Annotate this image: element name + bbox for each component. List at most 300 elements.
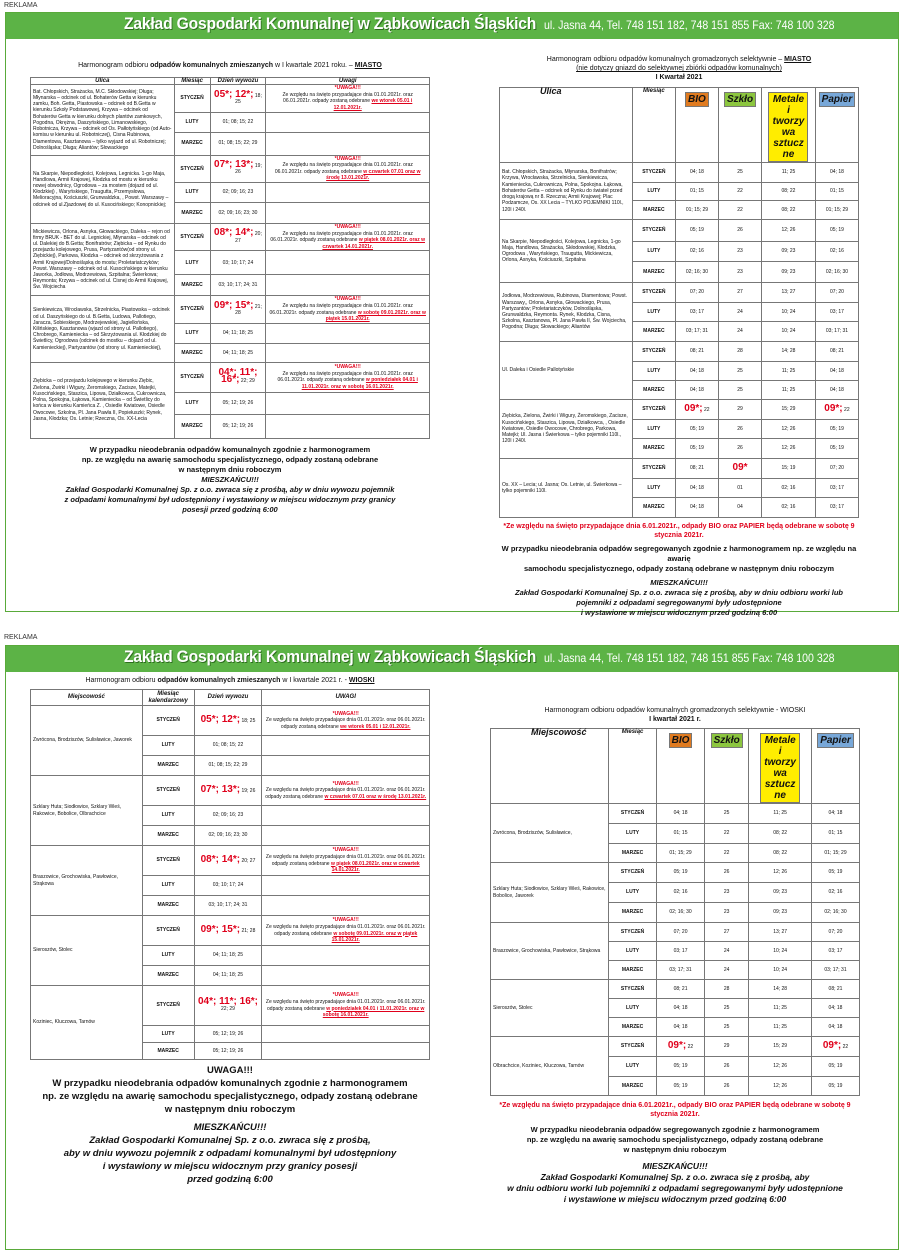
remarks — [262, 706, 430, 736]
mixed-schedule-table — [30, 689, 430, 1060]
pickup-days: 24 — [705, 961, 749, 980]
street-list: Ziębicka, Zielona, Żwirki i Wigury, Żeromskiego, Zacisze, Kusocińskiego, Staszica, Lipowa, Działkowca, , Osiedle Kwiatowe, Osiedle Owocowe, Chrobrego, Parkowa, Matejki; Ul. Jasna i Świerkowa – tylko pojemniki 110l., 120l i 240l. — [500, 400, 633, 459]
remarks — [262, 1043, 430, 1060]
column-header — [491, 729, 609, 804]
warning-label: *UWAGA!!! — [332, 992, 359, 999]
regular-days: 04; 11; 18; 25 — [212, 952, 244, 959]
table-row — [31, 296, 430, 323]
month-cell: LUTY — [142, 806, 194, 826]
pickup-days: 23 — [718, 262, 761, 283]
street-list: Sieroszów, Stolec — [31, 916, 143, 986]
footer-line: MIESZKAŃCU!!! — [201, 474, 259, 484]
holiday-note: *Ze względu na święto przypadające dnia 6.01.2021r., odpady BIO oraz PAPIER będą odebrane w sobotę 9 stycznia 2021r. — [503, 523, 855, 539]
pickup-days: 01; 15 — [815, 183, 858, 201]
street-list: Mickiewicza, Orlona, Asnyka, Głowackiego, Daleka – rejon od firmy BRUK - BET do ul. Legnickiej, Młynarska – odcinek od ul. Dalekiej do B.Getta; Bonifratrów; Ziębicka – od Rynku do przejazdu kolejowego, Prusa, Partyzantów(od strony ul. Ziębickiej), Parkowa, Kłodzka – odcinek od skrzyżowania z Armii Krajowej/Dolnośląską do mostu; Proletariatczyków; Powst. Warszawy – odcinek od ul. Kusocińskiego w kierunku Jaworka, Jodłowa, Modrzewiowa, Szpitalna; Świerkowa; Reymonta; Krzywa – odcinek od ul. Cisnej do Armii Krajowej, Św. Wojciecha — [31, 223, 175, 295]
pickup-days: 15; 29 — [749, 1037, 812, 1057]
pickup-days: 03; 17 — [675, 303, 718, 322]
pickup-days — [194, 916, 262, 946]
pickup-days — [194, 1026, 262, 1043]
pickup-days: 03; 17 — [815, 479, 858, 498]
pickup-days: 10; 24 — [749, 961, 812, 980]
table-row — [500, 459, 859, 479]
remarks — [262, 736, 430, 756]
footer-line: i wystawione w miejscu widocznym przed godziną 6:00 — [563, 1194, 787, 1204]
remark-date: w czwartek 07.01 oraz w środę 13.01.2021r. — [324, 793, 427, 800]
pickup-days: 11; 25 — [749, 1018, 812, 1037]
street-list: Bat. Chłopskich, Strażacka, M.C. Skłodowskiej; Długa; Młynarska – odcinek od ul. Bohaterów Getta w kierunku zamku, Boh. Getta, Piastowska – odcinek od B.Getta w kierunku Szkoły Podstawowej, Krzywa – odcinek od Bohaterów Getta w kierunku dolnych plantów zamkowych, Pogodna, Okrężna, Daszyńskiego, Limanowskiego, Robotnicza, Krzywa – odcinek od Os. Pałłotyńskiego (od Auto-komisu w kierunku ul. Robotniczej), Cisna Rubinowa, Diamentowa, Kasztanowa – tylko wyjazd od ul. Robotniczej; Dolnośląska; Długa; Aliantów; Słowackiego — [31, 85, 175, 155]
month-cell: LUTY — [632, 303, 675, 322]
schedule-title: Harmonogram odbioru odpadów komunalnych zmieszanych w I kwartale 2021 r. - WIOSKI — [85, 677, 375, 684]
pickup-days: 04; 18 — [812, 999, 860, 1018]
column-header — [174, 78, 210, 85]
pickup-days: 08; 21 — [657, 980, 705, 999]
selective-villages-section — [490, 706, 860, 1246]
footer-line: W przypadku nieodebrania odpadów segregowanych zgodnie z harmonogramem — [530, 1125, 820, 1134]
category-bio: BIO — [685, 92, 709, 107]
footer-line: Zakład Gospodarki Komunalnej Sp. z o.o. zwraca się z prośbą, aby — [540, 1172, 810, 1182]
month-cell: MARZEC — [174, 343, 210, 362]
pickup-days: 03; 17 — [657, 942, 705, 961]
remark-text: Ze względu na święto przypadające dnia 01.01.2021r. oraz 06.01.2021r. odpady zostaną odebrane — [265, 787, 426, 800]
pickup-days — [194, 736, 262, 756]
month-cell: LUTY — [609, 1057, 657, 1077]
month-cell: MARZEC — [174, 414, 210, 438]
month-cell: STYCZEŃ — [142, 986, 194, 1026]
street-list: Olbrachcice, Koziniec, Kluczowa, Tarnów — [491, 1037, 609, 1096]
column-header — [749, 729, 812, 804]
company-banner — [6, 646, 898, 672]
footer-line: samochodu specjalistycznego, odpady zostaną odebrane w następnym dniu roboczym — [523, 564, 835, 573]
pickup-days: 22 — [718, 183, 761, 201]
table-row — [500, 283, 859, 303]
pickup-days: 01; 15; 29 — [812, 844, 860, 863]
pickup-days — [210, 343, 266, 362]
month-cell: LUTY — [632, 183, 675, 201]
month-cell: STYCZEŃ — [632, 163, 675, 183]
column-header — [194, 690, 262, 706]
footer-line: MIESZKAŃCU!!! — [642, 1161, 708, 1171]
ad-villages — [5, 645, 899, 1250]
column-header — [142, 690, 194, 706]
month-cell: STYCZEŃ — [632, 342, 675, 362]
remark-date: w poniedziałek 04.01 i 11.01.2021r. oraz w sobotę 16.01.2021r. — [322, 1005, 425, 1019]
table-row — [491, 923, 860, 942]
company-address: ul. Jasna 44, Tel. 748 151 182, 748 151 855 Fax: 748 100 328 — [544, 18, 835, 32]
company-address: ul. Jasna 44, Tel. 748 151 182, 748 151 855 Fax: 748 100 328 — [544, 651, 835, 665]
footer-line: pojemniki z odpadami segregowanymi były udostępnione — [576, 598, 782, 607]
pickup-days: 26 — [705, 863, 749, 883]
pickup-days — [194, 876, 262, 896]
remark-text: Ze względu na święto przypadające dnia 01.01.2021r. oraz 06.01.2021r. odpady zostaną odebrane — [282, 91, 413, 105]
column-header — [815, 88, 858, 163]
pickup-days: 10; 24 — [762, 303, 816, 322]
regular-days: 21; 28 — [235, 303, 262, 317]
pickup-days: 26 — [718, 439, 761, 459]
regular-days: 02; 09; 16; 23 — [212, 812, 244, 819]
pickup-days: 05; 19 — [812, 863, 860, 883]
month-cell: STYCZEŃ — [142, 846, 194, 876]
column-header — [632, 88, 675, 163]
selective-schedule-table — [499, 87, 859, 518]
month-cell: STYCZEŃ — [632, 283, 675, 303]
remarks — [266, 392, 430, 414]
regular-days: 01; 08; 15; 22; 29 — [218, 140, 258, 147]
pickup-days: 11; 25 — [762, 381, 816, 400]
table-row — [31, 85, 430, 112]
pickup-days: 04; 18 — [812, 1018, 860, 1037]
pickup-days — [194, 946, 262, 966]
table-row — [31, 986, 430, 1026]
pickup-days: 05; 19 — [812, 1077, 860, 1096]
regular-days: 21; 28 — [240, 927, 256, 934]
street-list: Sieroszów, Stolec — [491, 980, 609, 1037]
regular-days: 02; 09; 16; 23 — [222, 189, 254, 196]
pickup-days: 24 — [718, 322, 761, 342]
pickup-days: 22 — [718, 201, 761, 220]
pickup-days: 01; 15 — [812, 824, 860, 844]
pickup-days: 07; 20 — [815, 283, 858, 303]
category-szk: Szkło — [724, 92, 756, 107]
pickup-days: 05; 19 — [657, 1077, 705, 1096]
header-label: Miesiąc — [643, 88, 665, 94]
footer-line: W przypadku nieodebrania odpadów komunalnych zgodnie z harmonogramem — [52, 1078, 408, 1089]
pickup-days — [210, 85, 266, 112]
company-name: Zakład Gospodarki Komunalnej w Ząbkowicach Śląskich — [124, 14, 537, 33]
footer-line: np. ze względu na awarię samochodu specjalistycznego, odpady zostaną odebrane — [42, 1091, 418, 1102]
remarks — [266, 251, 430, 275]
remark-date: w piątek 08.01.2021r. oraz w czwartek 14.01.2021r. — [330, 860, 420, 874]
warning-label: *UWAGA!!! — [334, 155, 361, 162]
footer-line: Zakład Gospodarki Komunalnej Sp. z o.o. zwraca się z prośbą, aby w dniu odbioru worki lub — [515, 588, 843, 597]
regular-days: 02; 09; 16; 23; 30 — [218, 209, 258, 216]
regular-days: 02; 09; 16; 23; 30 — [208, 832, 248, 839]
street-list: Zwrócona, Brodziszów, Sulisławice, Jaworek — [31, 706, 143, 776]
shifted-days: 09*; — [684, 402, 703, 414]
pickup-days: 27 — [718, 283, 761, 303]
month-cell: MARZEC — [632, 381, 675, 400]
warning-label: *UWAGA!!! — [332, 710, 359, 717]
month-cell: MARZEC — [609, 1077, 657, 1096]
footer-line: np. ze względu na awarię samochodu specjalistycznego, odpady zostaną odebrane — [81, 454, 379, 464]
pickup-days: 04; 18 — [815, 381, 858, 400]
remark-date: we wtorek 05.01 i 12.01.2021r. — [333, 98, 413, 111]
pickup-days: 13; 27 — [762, 283, 816, 303]
month-cell: MARZEC — [609, 903, 657, 923]
pickup-days: 09; 23 — [762, 262, 816, 283]
pickup-days: 07; 20 — [812, 923, 860, 942]
pickup-days: 11; 25 — [749, 804, 812, 824]
pickup-days: 05; 19 — [675, 220, 718, 242]
street-list: Braszowice, Grochowiska, Pawłowice, Strąkowa — [491, 923, 609, 980]
regular-days: 03; 10; 17; 24; 31 — [208, 902, 248, 909]
pickup-days: 25 — [718, 381, 761, 400]
regular-days: 22; 29 — [221, 1006, 235, 1012]
pickup-days: 05; 19 — [675, 420, 718, 439]
pickup-days — [194, 846, 262, 876]
shifted-days: 05*; 12*; — [214, 88, 254, 100]
regular-days: 20; 27 — [240, 857, 256, 864]
pickup-days: 23 — [718, 242, 761, 262]
footer-line: z odpadami komunalnymi był udostępniony i wystawiony w miejscu widocznym przy granicy — [64, 494, 396, 504]
pickup-days: 05; 19 — [815, 220, 858, 242]
footer-appeal — [30, 475, 430, 515]
pickup-days: 05; 19 — [657, 1057, 705, 1077]
pickup-days — [210, 223, 266, 250]
pickup-days: 04; 18 — [812, 804, 860, 824]
warning-label: *UWAGA!!! — [332, 917, 359, 924]
footer-line: W przypadku nieodebrania odpadów segregowanych zgodnie z harmonogramem np. ze względu na awarię — [501, 544, 857, 563]
regular-days: 22; 29 — [239, 378, 255, 385]
month-cell: MARZEC — [609, 844, 657, 863]
pickup-days: 01; 15; 29 — [657, 844, 705, 863]
shifted-days: 08*; 14*; — [214, 227, 254, 239]
regular-days: 05; 12; 19; 26 — [222, 400, 254, 407]
pickup-days: 02; 16 — [815, 242, 858, 262]
ad-label: REKLAMA — [4, 634, 38, 641]
footer-appeal — [30, 1121, 430, 1186]
street-list: Na Skarpie, Niepodległości, Kolejowa, Legnicka. 1-go Maja, Handlowa, Armii Krajowej, Kłodzka od mostu w kierunku nowej obwodnicy, Ogrodowa – za mostem (dojazd od ul. Kłodzkiej) , Waryńskiego, Traugutta, Przemysłowa, Melioracyjna, Kościuszki, Grunwaldzka, , Powst. Warszawy – odcinek od ul.Zjazdowej do ul. Kusocińskiego; Konopnickiej; — [31, 155, 175, 223]
shifted-days: 09*; — [824, 402, 843, 414]
selective-city-section — [499, 55, 859, 617]
pickup-days: 24 — [718, 303, 761, 322]
remarks — [266, 202, 430, 223]
month-cell: STYCZEŃ — [174, 85, 210, 112]
month-cell: MARZEC — [174, 275, 210, 296]
month-cell: LUTY — [632, 479, 675, 498]
footer-notice — [30, 445, 430, 475]
mixed-villages-section — [30, 676, 430, 1248]
pickup-days: 04; 18 — [675, 163, 718, 183]
column-header — [31, 690, 143, 706]
pickup-days: 04; 18 — [675, 362, 718, 381]
header-label: Miejscowość — [67, 694, 105, 701]
remark-text: Ze względu na święto przypadające dnia 01.01.2021r. oraz 06.01.2021r. odpady zostaną odebrane — [265, 717, 426, 730]
month-cell: LUTY — [142, 946, 194, 966]
pickup-days: 09; 23 — [749, 883, 812, 903]
street-list: Na Skarpie, Niepodległości, Kolejowa, Legnicka, 1-go Maja, Handlowa, Strażacka, Skłodowskiej, Kłodzka, Ogrodowa , Waryńskiego, Traugutta, Mickiewicza, Orlona, Asnyka, Kościuszki, Szpitalna — [500, 220, 633, 283]
remarks — [262, 876, 430, 896]
street-list: Zwrócona, Brodziszów, Sulisławice, — [491, 804, 609, 863]
pickup-days — [718, 459, 761, 479]
footer-line: aby w dniu wywozu pojemnik z odpadami komunalnymi był udostępniony — [63, 1148, 397, 1159]
pickup-days — [194, 966, 262, 986]
pickup-days: 08; 22 — [762, 183, 816, 201]
regular-days: 01; 08; 15; 22 — [212, 742, 244, 749]
regular-days: 03; 10; 17; 24; 31 — [218, 282, 258, 289]
header-label: Miejscowość — [531, 727, 587, 737]
month-cell: MARZEC — [142, 826, 194, 846]
pickup-days: 05; 19 — [815, 439, 858, 459]
header-label: Miesiąc — [621, 729, 644, 735]
table-row — [31, 776, 430, 806]
regular-days: 01; 08; 15; 22; 29 — [208, 762, 248, 769]
table-row — [31, 846, 430, 876]
shifted-days: 07*; 13*; — [200, 783, 241, 795]
pickup-days: 07; 20 — [815, 459, 858, 479]
warning-label: *UWAGA!!! — [334, 223, 361, 230]
month-cell: STYCZEŃ — [174, 362, 210, 392]
mixed-schedule-table — [30, 77, 430, 439]
ad-city — [5, 12, 899, 617]
month-cell: LUTY — [632, 242, 675, 262]
street-list: Sienkiewicza, Wrocławska, Strzelnicka, Piastowska – odcinek od ul. Daszyńskiego do ul. B.Getta, Ludowa, Pallotiego, Jaracza, Sobieskiego, Modrzejewskiej, Jagiellońska, Kilińskiego, Kasztanowa (wjazd od strony ul. Pallotiego), Chrobrego, Kamieniecka – od Skrzyżowania ul. Kłodzkiej do Świetlicy, Ogrodowa (odcinek do mostku – dojazd od ul. Kamienieckiej), Partyzantów (od strony ul. Kamienieckiej), — [31, 296, 175, 362]
pickup-days — [210, 362, 266, 392]
pickup-days: 04; 18 — [657, 804, 705, 824]
pickup-days — [210, 251, 266, 275]
regular-days: 04; 11; 18; 25 — [222, 349, 254, 356]
pickup-days — [210, 392, 266, 414]
schedule-quarter: I kwartał 2021 r. — [649, 716, 701, 723]
schedule-subtitle: (nie dotyczy gniazd do selektywnej zbiórki odpadów komunalnych) — [576, 65, 782, 72]
pickup-days: 11; 25 — [749, 999, 812, 1018]
month-cell: STYCZEŃ — [609, 1037, 657, 1057]
pickup-days: 09*; 22 — [675, 400, 718, 420]
warning-label: *UWAGA!!! — [334, 85, 361, 92]
pickup-days: 05; 19 — [657, 863, 705, 883]
pickup-days: 08; 22 — [749, 824, 812, 844]
remarks — [262, 896, 430, 916]
month-cell: LUTY — [142, 1026, 194, 1043]
pickup-days: 01 — [718, 479, 761, 498]
regular-days: 05; 12; 19; 26 — [222, 423, 254, 430]
month-cell: STYCZEŃ — [609, 923, 657, 942]
month-cell: LUTY — [609, 824, 657, 844]
month-cell: LUTY — [174, 251, 210, 275]
pickup-days: 27 — [705, 923, 749, 942]
pickup-days: 08; 21 — [675, 342, 718, 362]
schedule-title: Harmonogram odbioru odpadów komunalnych gromadzonych selektywnie – MIASTO — [546, 56, 812, 63]
regular-days: 03; 10; 17; 24 — [212, 882, 244, 889]
month-cell: LUTY — [632, 362, 675, 381]
company-banner — [6, 13, 898, 39]
column-header — [31, 78, 175, 85]
column-header — [718, 88, 761, 163]
pickup-days — [210, 275, 266, 296]
shifted-days: 04*; 11*; 16*; — [218, 367, 258, 386]
pickup-days: 10; 24 — [749, 942, 812, 961]
pickup-days — [210, 202, 266, 223]
pickup-days: 05; 19 — [675, 439, 718, 459]
remarks — [266, 132, 430, 155]
month-cell: STYCZEŃ — [609, 980, 657, 999]
table-row — [31, 706, 430, 736]
column-header — [812, 729, 860, 804]
footer-line: i wystawiony w miejscu widocznym przy granicy posesji — [102, 1161, 358, 1172]
remarks — [262, 1026, 430, 1043]
category-met: Metale i tworzywa sztuczne — [768, 92, 808, 162]
month-cell: MARZEC — [609, 1018, 657, 1037]
pickup-days: 02; 16 — [762, 479, 816, 498]
regular-days: 18; 25 — [240, 717, 256, 724]
pickup-days: 08; 21 — [812, 980, 860, 999]
remark-text: Ze względu na święto przypadające dnia 01.01.2021r. oraz 06.01.2021r. odpady zostaną odebrane — [269, 302, 413, 316]
table-row — [491, 1037, 860, 1057]
column-header — [675, 88, 718, 163]
pickup-days: 03; 17; 31 — [812, 961, 860, 980]
pickup-days: 05; 19 — [815, 420, 858, 439]
pickup-days — [194, 986, 262, 1026]
header-label: Uwagi — [338, 78, 357, 84]
remarks — [262, 966, 430, 986]
footer-notice — [490, 1125, 860, 1155]
pickup-days: 03; 17 — [812, 942, 860, 961]
month-cell: MARZEC — [142, 896, 194, 916]
regular-days: 03; 10; 17; 24 — [222, 259, 254, 266]
shifted-days: 09*; — [667, 1039, 687, 1051]
month-cell: LUTY — [142, 736, 194, 756]
shifted-days: 07*; 13*; — [214, 159, 254, 171]
pickup-days: 09; 23 — [762, 242, 816, 262]
pickup-days: 28 — [718, 342, 761, 362]
remarks — [262, 946, 430, 966]
table-row — [31, 155, 430, 182]
remark-text: Ze względu na święto przypadające dnia 01.01.2021r. oraz 06.01.2021r. odpady zostaną odebrane — [265, 853, 426, 867]
month-cell: LUTY — [174, 182, 210, 202]
pickup-days — [194, 826, 262, 846]
pickup-days — [210, 414, 266, 438]
pickup-days: 25 — [718, 163, 761, 183]
column-header — [762, 88, 816, 163]
warning-label: *UWAGA!!! — [334, 364, 361, 371]
month-cell: MARZEC — [142, 1043, 194, 1060]
regular-days: 05; 12; 19; 26 — [212, 1030, 244, 1037]
month-cell: STYCZEŃ — [632, 220, 675, 242]
remark-date: w piątek 08.01.2021r. oraz w czwartek 14.01.2021r. — [322, 237, 425, 250]
month-cell: MARZEC — [632, 498, 675, 518]
pickup-days: 15; 19 — [762, 459, 816, 479]
header-label: Miesiąc kalendarzowy — [148, 691, 188, 704]
pickup-days: 04; 18 — [675, 498, 718, 518]
pickup-days: 26 — [705, 1077, 749, 1096]
pickup-days: 23 — [705, 903, 749, 923]
month-cell: MARZEC — [142, 756, 194, 776]
table-row — [491, 863, 860, 883]
pickup-days: 01; 15; 29 — [815, 201, 858, 220]
table-row — [491, 804, 860, 824]
pickup-days: 25 — [718, 362, 761, 381]
month-cell: MARZEC — [174, 132, 210, 155]
month-cell: STYCZEŃ — [142, 916, 194, 946]
pickup-days: 02; 16 — [762, 498, 816, 518]
month-cell: STYCZEŃ — [632, 459, 675, 479]
remarks — [266, 323, 430, 343]
pickup-days: 02; 16 — [675, 242, 718, 262]
month-cell: STYCZEŃ — [174, 223, 210, 250]
column-header — [609, 729, 657, 804]
pickup-days: 26 — [718, 420, 761, 439]
pickup-days — [194, 1043, 262, 1060]
column-header — [705, 729, 749, 804]
remarks — [266, 296, 430, 323]
remarks — [262, 826, 430, 846]
pickup-days: 04; 18 — [815, 362, 858, 381]
footer-line: w następnym dniu roboczym — [164, 1104, 296, 1115]
footer-line: Zakład Gospodarki Komunalnej Sp. z o.o. zwraca się z prośbą, — [89, 1135, 371, 1146]
remarks — [266, 343, 430, 362]
table-row — [500, 220, 859, 242]
remarks — [266, 182, 430, 202]
pickup-days — [210, 296, 266, 323]
warning-label: *UWAGA!!! — [332, 847, 359, 854]
schedule-quarter: I Kwartał 2021 — [655, 74, 703, 81]
pickup-days: 03; 17; 31 — [815, 322, 858, 342]
header-label: Ulica — [540, 86, 562, 96]
footer-line: Zakład Gospodarki Komunalnej Sp. z o.o. zwraca się z prośbą, aby w dniu wywozu pojemnik — [65, 484, 395, 494]
month-cell: LUTY — [174, 392, 210, 414]
column-header — [500, 88, 633, 163]
footer-line: MIESZKAŃCU!!! — [193, 1122, 267, 1133]
pickup-days: 07; 20 — [675, 283, 718, 303]
